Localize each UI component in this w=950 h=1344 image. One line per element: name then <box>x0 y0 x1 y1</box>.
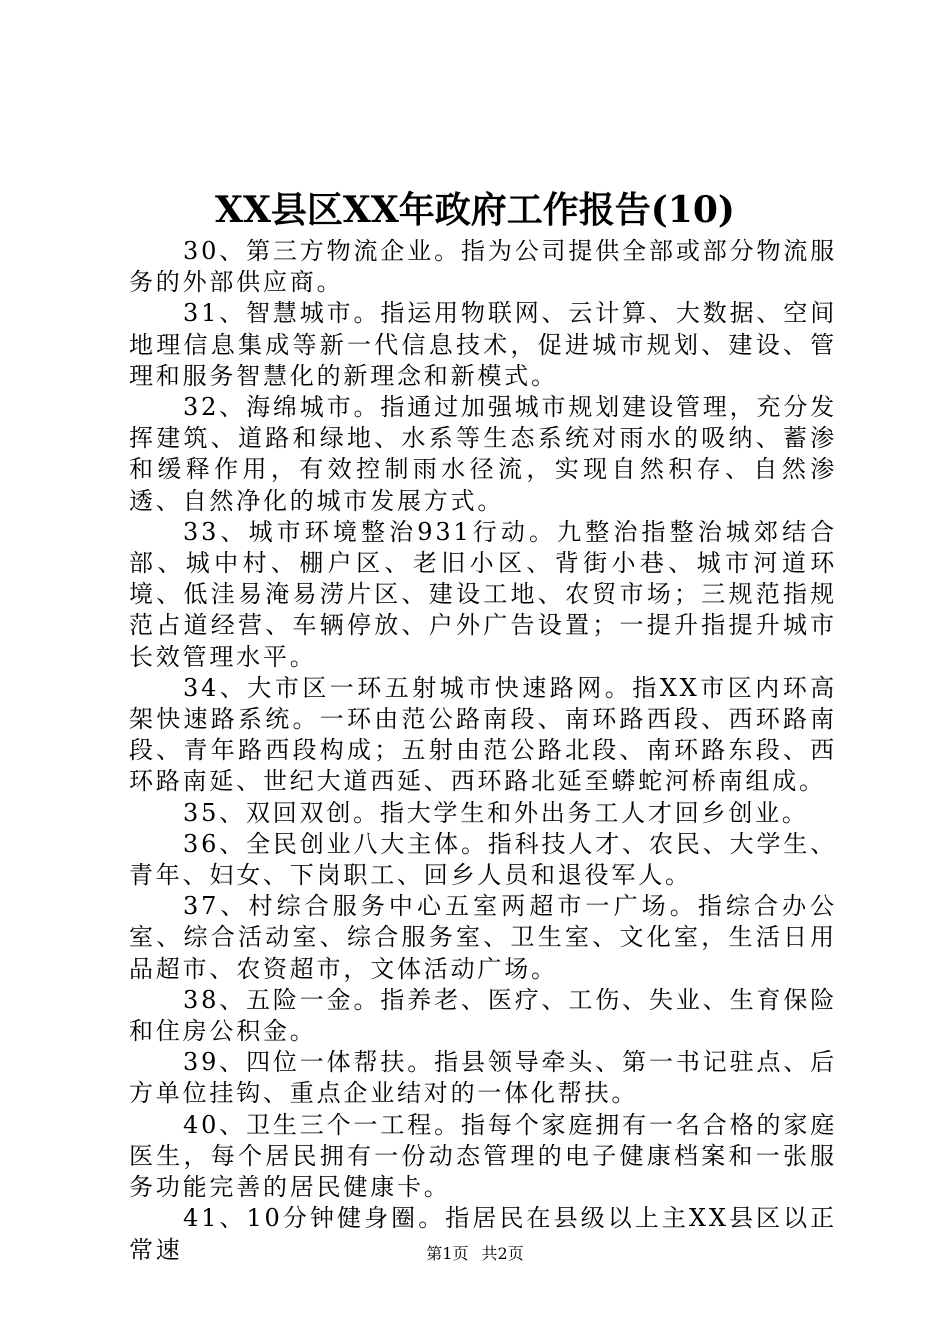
paragraph-34: 34、大市区一环五射城市快速路网。指XX市区内环高架快速路系统。一环由范公路南段、南环路西段、西环路南段、青年路西段构成；五射由范公路北段、南环路东段、西环路南延、世纪大道西延、西环路北延至蟒蛇河桥南组成。 <box>129 673 837 796</box>
page-number-current: 第1页 <box>426 1244 469 1263</box>
paragraph-39: 39、四位一体帮扶。指县领导牵头、第一书记驻点、后方单位挂钩、重点企业结对的一体化帮扶。 <box>129 1048 837 1108</box>
page-number-total: 共2页 <box>481 1244 524 1263</box>
paragraph-38: 38、五险一金。指养老、医疗、工伤、失业、生育保险和住房公积金。 <box>129 985 837 1046</box>
paragraph-31: 31、智慧城市。指运用物联网、云计算、大数据、空间地理信息集成等新一代信息技术，促进城市规划、建设、管理和服务智慧化的新理念和新模式。 <box>129 299 837 390</box>
paragraph-35: 35、双回双创。指大学生和外出务工人才回乡创业。 <box>183 798 809 827</box>
paragraph-30: 30、第三方物流企业。指为公司提供全部或部分物流服务的外部供应商。 <box>129 237 837 297</box>
document-body <box>129 236 837 1266</box>
paragraph-32: 32、海绵城市。指通过加强城市规划建设管理，充分发挥建筑、道路和绿地、水系等生态系统对雨水的吸纳、蓄渗和缓释作用，有效控制雨水径流，实现自然积存、自然渗透、自然净化的城市发展方式。 <box>129 393 837 515</box>
paragraph-36: 36、全民创业八大主体。指科技人才、农民、大学生、青年、妇女、下岗职工、回乡人员和退役军人。 <box>129 829 837 890</box>
paragraph-41: 41、10分钟健身圈。指居民在县级以上主XX县区以正常速 <box>129 1204 837 1264</box>
paragraph-37: 37、村综合服务中心五室两超市一广场。指综合办公室、综合活动室、综合服务室、卫生室、文化室，生活日用品超市、农资超市，文体活动广场。 <box>129 892 837 983</box>
page-footer <box>0 1242 950 1266</box>
document-title: XX县区XX年政府工作报告(10) <box>215 189 735 231</box>
paragraph-33: 33、城市环境整治931行动。九整治指整治城郊结合部、城中村、棚户区、老旧小区、背街小巷、城市河道环境、低洼易淹易涝片区、建设工地、农贸市场；三规范指规范占道经营、车辆停放、户外广告设置；一提升指提升城市长效管理水平。 <box>129 517 837 671</box>
paragraph-40: 40、卫生三个一工程。指每个家庭拥有一名合格的家庭医生，每个居民拥有一份动态管理的电子健康档案和一张服务功能完善的居民健康卡。 <box>129 1110 837 1202</box>
